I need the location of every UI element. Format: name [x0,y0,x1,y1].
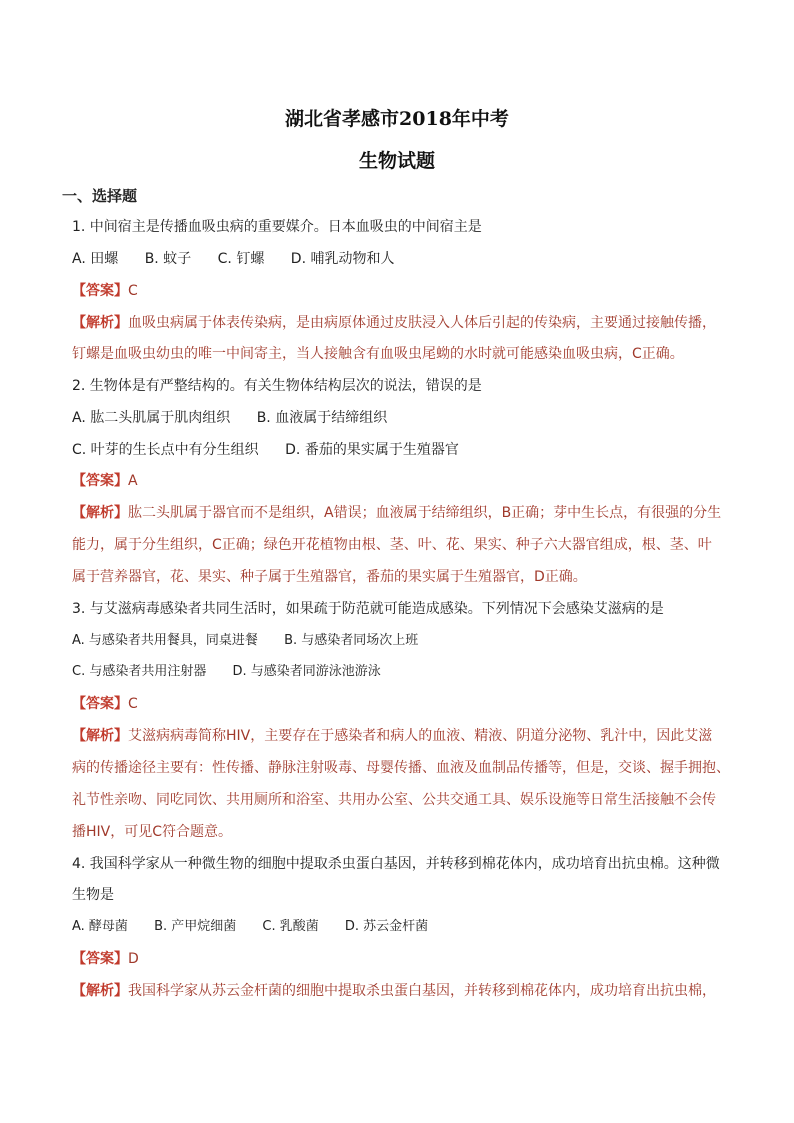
question-1-answer [72,281,138,301]
analysis-tag: 【解析】 [72,505,128,521]
question-1-options [72,249,416,269]
question-3-analysis-line: 【解析】艾滋病病毒简称HIV，主要存在于感染者和病人的血液、精液、阴道分泌物、乳汁中，因此艾滋 [72,728,713,744]
answer-tag: 【答案】 [72,283,128,299]
question-4-stem: 生物是 [72,887,114,903]
analysis-tag: 【解析】 [72,315,128,331]
answer-value: C [128,696,138,712]
question-4-options [72,917,450,937]
question-3-analysis-line: 礼节性亲吻、同吃同饮、共用厕所和浴室、共用办公室、公共交通工具、娱乐设施等日常生活接触不会传 [72,792,716,808]
question-3-stem: 3. 与艾滋病毒感染者共同生活时，如果疏于防范就可能造成感染。下列情况下会感染艾滋病的是 [72,601,664,617]
option-d: D. 与感染者同游泳池游泳 [232,664,381,679]
question-1-analysis-line: 钉螺是血吸虫幼虫的唯一中间寄主，当人接触含有血吸虫尾蚴的水时就可能感染血吸虫病，C正确。 [72,346,684,362]
answer-tag: 【答案】 [72,696,128,712]
question-4-analysis-line: 【解析】我国科学家从苏云金杆菌的细胞中提取杀虫蛋白基因，并转移到棉花体内，成功培育出抗虫棉， [72,983,716,999]
option-c: C. 叶芽的生长点中有分生组织 [72,442,259,458]
option-a: A. 酵母菌 [72,919,128,934]
question-3-options-row-1 [72,631,440,651]
question-4-stem: 4. 我国科学家从一种微生物的细胞中提取杀虫蛋白基因，并转移到棉花体内，成功培育出抗虫棉。这种微 [72,856,720,872]
question-3-answer [72,694,138,714]
option-a: A. 田螺 [72,251,119,267]
question-2-analysis-line: 能力，属于分生组织，C正确；绿色开花植物由根、茎、叶、花、果实、种子六大器官组成，根、茎、叶 [72,537,712,553]
question-2-options-row-2 [72,440,481,460]
option-c: C. 乳酸菌 [262,919,319,934]
question-2-answer [72,471,138,491]
analysis-tag: 【解析】 [72,983,128,999]
document-subtitle: 生物试题 [358,150,435,172]
answer-tag: 【答案】 [72,951,128,967]
option-b: B. 与感染者同场次上班 [284,633,419,648]
answer-value: D [128,951,139,967]
question-3-analysis-line: 病的传播途径主要有：性传播、静脉注射吸毒、母婴传播、血液及血制品传播等，但是，交谈、握手拥抱、 [72,760,730,776]
option-b: B. 蚊子 [144,251,192,267]
question-1-stem: 1. 中间宿主是传播血吸虫病的重要媒介。日本血吸虫的中间宿主是 [72,219,482,235]
section-heading: 一、选择题 [62,187,138,205]
option-b: B. 产甲烷细菌 [154,919,237,934]
option-b: B. 血液属于结缔组织 [256,410,388,426]
question-3-analysis-line: 播HIV，可见C符合题意。 [72,824,233,840]
answer-value: C [128,283,138,299]
answer-tag: 【答案】 [72,473,128,489]
question-3-options-row-2 [72,662,403,682]
option-a: A. 与感染者共用餐具，同桌进餐 [72,633,258,648]
option-d: D. 苏云金杆菌 [344,919,429,934]
question-2-analysis-line: 【解析】肱二头肌属于器官而不是组织，A错误；血液属于结缔组织，B正确；芽中生长点，有很强的分生 [72,505,722,521]
option-c: C. 与感染者共用注射器 [72,664,207,679]
option-a: A. 肱二头肌属于肌肉组织 [72,410,231,426]
question-2-analysis-line: 属于营养器官，花、果实、种子属于生殖器官，番茄的果实属于生殖器官，D正确。 [72,569,587,585]
analysis-tag: 【解析】 [72,728,128,744]
question-1-analysis-line: 【解析】血吸虫病属于体表传染病，是由病原体通过皮肤浸入人体后引起的传染病，主要通过接触传播， [72,315,716,331]
option-c: C. 钉螺 [217,251,265,267]
question-2-stem: 2. 生物体是有严整结构的。有关生物体结构层次的说法，错误的是 [72,378,482,394]
option-d: D. 番茄的果实属于生殖器官 [285,442,459,458]
question-4-answer [72,949,139,969]
answer-value: A [128,473,138,489]
question-2-options-row-1 [72,408,409,428]
document-title: 湖北省孝感市2018年中考 [285,108,509,130]
option-d: D. 哺乳动物和人 [290,251,395,267]
